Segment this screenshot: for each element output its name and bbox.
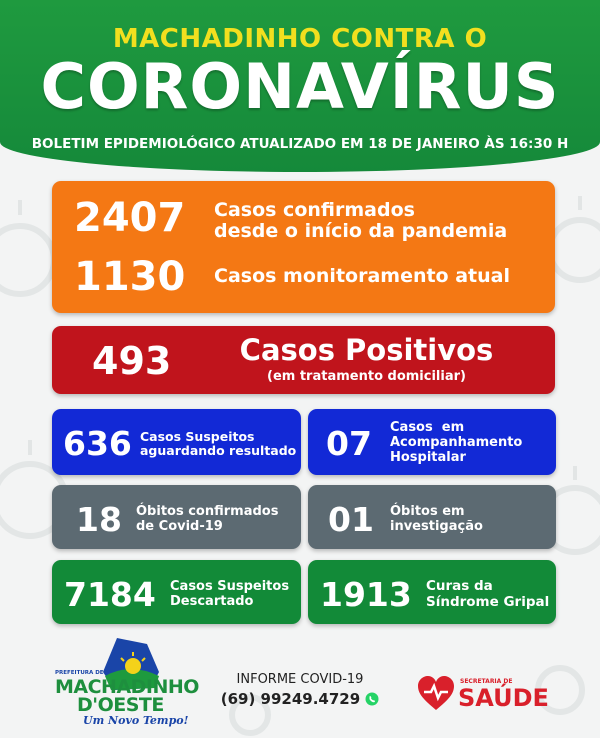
suspect-label-line2: aguardando resultado bbox=[140, 443, 297, 458]
deaths-investigation-card bbox=[308, 485, 556, 549]
monitoring-label: Casos monitoramento atual bbox=[214, 265, 510, 287]
positive-label: Casos Positivos bbox=[239, 333, 494, 367]
suspect-cases-card bbox=[52, 409, 301, 475]
cured-value: 1913 bbox=[320, 575, 412, 614]
confirmed-monitoring-card bbox=[52, 181, 555, 313]
whatsapp-icon bbox=[365, 692, 379, 706]
cured-card bbox=[308, 560, 556, 624]
hospital-value: 07 bbox=[326, 424, 372, 463]
deaths-investigation-label-line1: Óbitos em bbox=[390, 504, 465, 519]
header-subtitle: BOLETIM EPIDEMIOLÓGICO ATUALIZADO EM 18 DE JANEIRO ÀS 16:30 H bbox=[31, 136, 569, 152]
deaths-label-line2: de Covid-19 bbox=[136, 519, 223, 534]
logo-line1: MACHADINHO bbox=[55, 676, 199, 698]
deaths-card bbox=[52, 485, 301, 549]
deaths-value: 18 bbox=[76, 500, 122, 539]
positive-value: 493 bbox=[92, 339, 172, 383]
saude-logo bbox=[416, 670, 556, 718]
hospital-label-line1: Casos em bbox=[390, 420, 465, 435]
cured-label-line2: Síndrome Gripal bbox=[426, 594, 550, 610]
saude-prefix: SECRETARIA DE bbox=[460, 678, 513, 685]
discarded-cases-card bbox=[52, 560, 301, 624]
contact-label: INFORME COVID-19 bbox=[236, 672, 364, 687]
confirmed-value: 2407 bbox=[74, 195, 186, 241]
hospital-label-line3: Hospitalar bbox=[390, 450, 466, 465]
confirmed-label-line1: Casos confirmados bbox=[214, 199, 415, 221]
cured-label-line1: Curas da bbox=[426, 578, 493, 594]
hospital-cases-card bbox=[308, 409, 556, 475]
positive-cases-card bbox=[52, 326, 555, 394]
saude-name: SAÚDE bbox=[458, 684, 549, 712]
contact-phone: (69) 99249.4729 bbox=[220, 690, 361, 708]
deaths-label-line1: Óbitos confirmados bbox=[136, 504, 279, 519]
suspect-value: 636 bbox=[63, 424, 132, 463]
header-title: CORONAVÍRUS bbox=[40, 50, 560, 123]
contact-phone-row bbox=[205, 689, 395, 708]
hospital-label-line2: Acompanhamento bbox=[390, 435, 523, 450]
confirmed-label-line2: desde o início da pandemia bbox=[214, 220, 508, 242]
logo-slogan: Um Novo Tempo! bbox=[83, 714, 189, 727]
discarded-value: 7184 bbox=[64, 575, 156, 614]
suspect-label-line1: Casos Suspeitos bbox=[140, 429, 255, 444]
logo-line2: D'OESTE bbox=[77, 694, 164, 716]
monitoring-value: 1130 bbox=[74, 254, 186, 300]
deaths-investigation-value: 01 bbox=[328, 500, 374, 539]
discarded-label-line2: Descartado bbox=[170, 594, 254, 609]
machadinho-logo bbox=[55, 632, 199, 732]
header-top-line: MACHADINHO CONTRA O bbox=[112, 24, 488, 54]
logo-prefix: PREFEITURA DE bbox=[55, 670, 104, 676]
heart-icon bbox=[416, 674, 456, 714]
discarded-label-line1: Casos Suspeitos bbox=[170, 579, 290, 594]
header-banner bbox=[0, 0, 600, 172]
deaths-investigation-label-line2: investigação bbox=[390, 519, 483, 534]
positive-note: (em tratamento domiciliar) bbox=[267, 369, 466, 384]
